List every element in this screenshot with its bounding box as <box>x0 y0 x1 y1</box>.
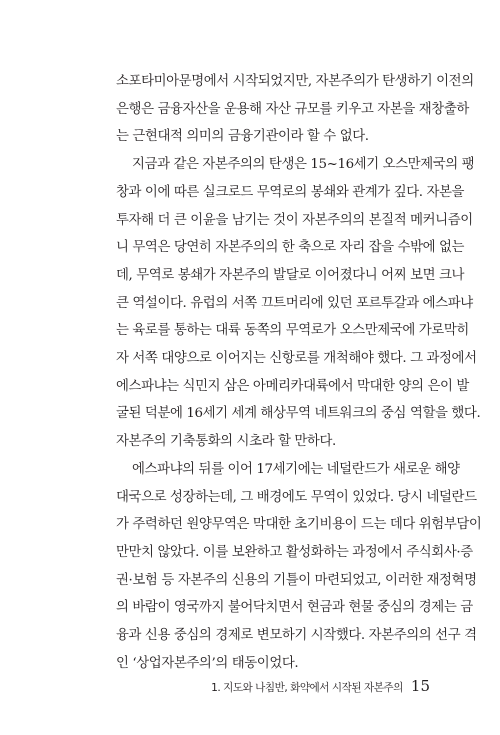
body-text <box>116 68 482 677</box>
paragraph <box>116 68 474 151</box>
text-line: 은행은 금융자산을 운용해 자산 규모를 키우고 자본을 재창출하 <box>116 101 469 117</box>
text-line: 융과 신용 중심의 경제로 변모하기 시작했다. 자본주의의 선구 격 <box>116 628 477 644</box>
text-line: 지금과 같은 자본주의의 탄생은 15~16세기 오스만제국의 팽 <box>132 157 475 173</box>
text-line: 권·보험 등 자본주의 신용의 기틀이 마련되었고, 이러한 재정혁명 <box>116 572 477 588</box>
page-footer <box>211 677 430 695</box>
text-line: 데, 무역로 봉쇄가 자본주의 발달로 이어졌다니 어찌 보면 크나 <box>116 267 465 283</box>
text-line: 인 ‘상업자본주의’의 태동이었다. <box>116 655 299 671</box>
text-line: 대국으로 성장하는데, 그 배경에도 무역이 있었다. 당시 네덜란드 <box>116 489 477 505</box>
text-line: 소포타미아문명에서 시작되었지만, 자본주의가 탄생하기 이전의 <box>116 74 474 89</box>
text-line: 투자해 더 큰 이윤을 남기는 것이 자본주의의 본질적 메커니즘이 <box>116 212 473 228</box>
text-line: 자본주의 기축통화의 시초라 할 만하다. <box>116 434 336 450</box>
text-line: 에스파냐는 식민지 삼은 아메리카대륙에서 막대한 양의 은이 발 <box>116 378 469 394</box>
text-line: 만만치 않았다. 이를 보완하고 활성화하는 과정에서 주식회사·증 <box>116 544 473 560</box>
text-line: 니 무역은 당연히 자본주의의 한 축으로 자리 잡을 수밖에 없는 <box>116 240 465 256</box>
text-line: 는 근현대적 의미의 금융기관이라 할 수 없다. <box>116 129 369 145</box>
running-head: 1. 지도와 나침반, 화약에서 시작된 자본주의 <box>211 682 403 694</box>
text-line: 는 육로를 통하는 대륙 동쪽의 무역로가 오스만제국에 가로막히 <box>116 323 469 339</box>
text-line: 에스파냐의 뒤를 이어 17세기에는 네덜란드가 새로운 해양 <box>132 461 460 477</box>
paragraph <box>116 456 482 678</box>
text-line: 창과 이에 따른 실크로드 무역로의 봉쇄와 관계가 깊다. 자본을 <box>116 184 465 200</box>
text-line: 큰 역설이다. 유럽의 서쪽 끄트머리에 있던 포르투갈과 에스파냐 <box>116 295 473 311</box>
page-number: 15 <box>410 677 430 695</box>
text-line: 의 바람이 영국까지 불어닥치면서 현금과 현물 중심의 경제는 금 <box>116 600 473 616</box>
text-line: 굴된 덕분에 16세기 세계 해상무역 네트워크의 중심 역할을 했다. <box>116 406 481 422</box>
text-line: 자 서쪽 대양으로 이어지는 신항로를 개척해야 했다. 그 과정에서 <box>116 351 477 367</box>
paragraph <box>116 151 481 456</box>
text-line: 가 주력하던 원양무역은 막대한 초기비용이 드는 데다 위험부담이 <box>116 517 482 533</box>
